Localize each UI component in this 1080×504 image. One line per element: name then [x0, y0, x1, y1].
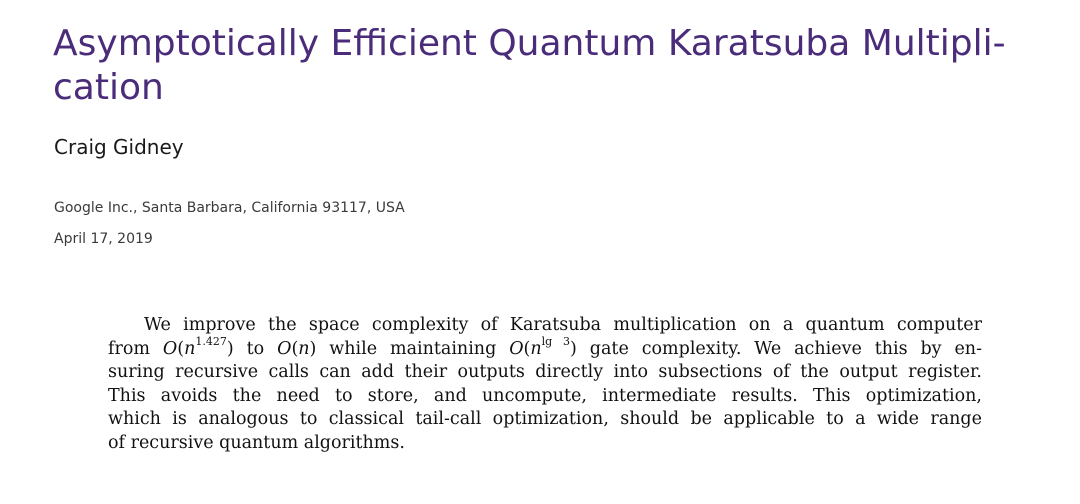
title-line-2: cation — [53, 67, 164, 108]
paper-title — [53, 22, 1053, 110]
math-symbol: O — [277, 338, 292, 359]
math-exponent: 1.427 — [195, 334, 227, 348]
abstract-line-1: We improve the space complexity of Karatsuba multiplication on a quantum computer — [144, 315, 982, 335]
math-symbol: n — [530, 338, 542, 359]
abstract-text: to — [246, 338, 265, 359]
abstract-text: while maintaining — [329, 338, 497, 359]
abstract-line-4: This avoids the need to store, and uncompute, intermediate results. This optimization, — [108, 385, 982, 406]
author-affiliation: Google Inc., Santa Barbara, California 93117, USA — [54, 200, 405, 216]
abstract — [108, 314, 982, 456]
abstract-line-3: suring recursive calls can add their outputs directly into subsections of the output register. — [108, 362, 982, 383]
math-space-before: $O(n^{1.427})$ — [162, 334, 234, 359]
math-symbol: O — [162, 338, 178, 359]
math-symbol: O — [509, 338, 524, 359]
math-space-after: O(n) — [277, 338, 317, 359]
publication-date: April 17, 2019 — [54, 231, 153, 247]
math-symbol: n — [184, 338, 196, 359]
title-line-1: Asymptotically Efficient Quantum Karatsuba Multipli- — [53, 23, 1006, 64]
author-name: Craig Gidney — [54, 135, 184, 159]
math-symbol: n — [298, 338, 310, 359]
abstract-text: gate complexity. We achieve this by en- — [589, 338, 982, 359]
math-gate-complexity: $O(n^{lg 3})$ — [509, 334, 577, 359]
abstract-text: from — [108, 338, 150, 359]
abstract-line-2 — [108, 334, 982, 362]
math-exponent: lg 3 — [541, 334, 571, 348]
abstract-line-6: of recursive quantum algorithms. — [108, 432, 405, 453]
abstract-line-5: which is analogous to classical tail-call optimization, should be applicable to a wide range — [108, 409, 982, 430]
